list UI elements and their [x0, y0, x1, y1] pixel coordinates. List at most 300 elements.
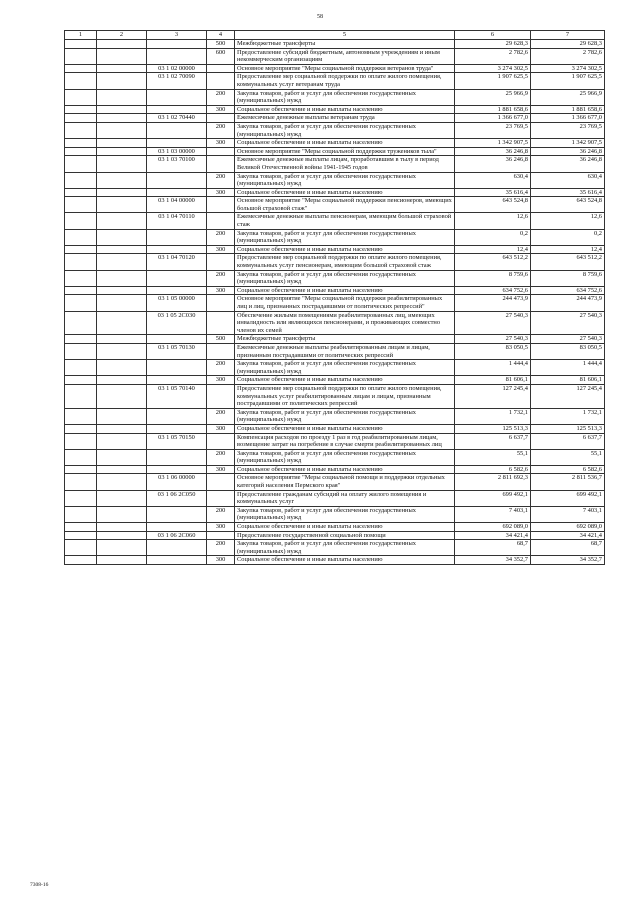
col2-cell — [97, 270, 147, 286]
target-code-cell — [147, 408, 207, 424]
col2-cell — [97, 73, 147, 89]
table-row — [65, 114, 605, 123]
amount-col7-cell: 6 637,7 — [531, 433, 605, 449]
col2-cell — [97, 343, 147, 359]
col1-cell — [65, 474, 97, 490]
col1-cell — [65, 245, 97, 254]
col2-cell — [97, 114, 147, 123]
name-cell: Компенсация расходов по проезду 1 раз в год реабилитированным лицам, возмещение затрат на погребение в случае смерти реабилитированных лиц — [235, 433, 455, 449]
target-code-cell: 03 1 05 2C030 — [147, 311, 207, 335]
expense-type-cell: 200 — [207, 172, 235, 188]
amount-col6-cell: 55,1 — [455, 449, 531, 465]
col1-cell — [65, 311, 97, 335]
col2-cell — [97, 172, 147, 188]
expense-type-cell — [207, 433, 235, 449]
header-cell: 7 — [531, 31, 605, 40]
table-row — [65, 254, 605, 270]
amount-col6-cell: 3 274 302,5 — [455, 64, 531, 73]
amount-col7-cell: 1 881 658,6 — [531, 105, 605, 114]
amount-col7-cell: 1 907 625,5 — [531, 73, 605, 89]
table-row — [65, 449, 605, 465]
col2-cell — [97, 360, 147, 376]
col1-cell — [65, 424, 97, 433]
table-row — [65, 408, 605, 424]
table-row — [65, 295, 605, 311]
expense-type-cell: 200 — [207, 506, 235, 522]
expense-type-cell: 300 — [207, 424, 235, 433]
target-code-cell: 03 1 06 2C050 — [147, 490, 207, 506]
table-row — [65, 270, 605, 286]
amount-col7-cell: 27 540,3 — [531, 311, 605, 335]
name-cell: Закупка товаров, работ и услуг для обеспечения государственных (муниципальных) нужд — [235, 270, 455, 286]
amount-col6-cell: 35 616,4 — [455, 188, 531, 197]
col1-cell — [65, 295, 97, 311]
table-row — [65, 523, 605, 532]
amount-col6-cell: 36 246,8 — [455, 156, 531, 172]
target-code-cell — [147, 270, 207, 286]
name-cell: Ежемесячные денежные выплаты ветеранам труда — [235, 114, 455, 123]
name-cell: Основное мероприятие "Меры социальной помощи и поддержки отдельных категорий населения Пермского края" — [235, 474, 455, 490]
col2-cell — [97, 213, 147, 229]
col2-cell — [97, 254, 147, 270]
table-row — [65, 73, 605, 89]
amount-col7-cell: 68,7 — [531, 540, 605, 556]
target-code-cell — [147, 523, 207, 532]
amount-col7-cell: 2 811 536,7 — [531, 474, 605, 490]
amount-col7-cell: 36 246,8 — [531, 147, 605, 156]
col2-cell — [97, 122, 147, 138]
col1-cell — [65, 506, 97, 522]
table-row — [65, 89, 605, 105]
name-cell: Основное мероприятие "Меры социальной поддержки пенсионеров, имеющих большой страховой стаж" — [235, 197, 455, 213]
target-code-cell — [147, 188, 207, 197]
target-code-cell: 03 1 06 00000 — [147, 474, 207, 490]
table-row — [65, 213, 605, 229]
col1-cell — [65, 384, 97, 408]
amount-col7-cell: 634 752,6 — [531, 286, 605, 295]
col2-cell — [97, 188, 147, 197]
name-cell: Закупка товаров, работ и услуг для обеспечения государственных (муниципальных) нужд — [235, 172, 455, 188]
amount-col7-cell: 55,1 — [531, 449, 605, 465]
expense-type-cell: 300 — [207, 286, 235, 295]
col1-cell — [65, 139, 97, 148]
amount-col7-cell: 1 732,1 — [531, 408, 605, 424]
table-row — [65, 531, 605, 540]
table-row — [65, 105, 605, 114]
expense-type-cell — [207, 474, 235, 490]
amount-col7-cell: 6 582,6 — [531, 465, 605, 474]
header-cell: 6 — [455, 31, 531, 40]
amount-col7-cell: 29 628,3 — [531, 40, 605, 49]
amount-col6-cell: 12,4 — [455, 245, 531, 254]
col1-cell — [65, 343, 97, 359]
name-cell: Закупка товаров, работ и услуг для обеспечения государственных (муниципальных) нужд — [235, 408, 455, 424]
col1-cell — [65, 64, 97, 73]
col2-cell — [97, 295, 147, 311]
amount-col7-cell: 81 606,1 — [531, 376, 605, 385]
col1-cell — [65, 523, 97, 532]
name-cell: Ежемесячные денежные выплаты пенсионерам, имеющим большой страховой стаж — [235, 213, 455, 229]
amount-col6-cell: 2 782,6 — [455, 48, 531, 64]
col2-cell — [97, 147, 147, 156]
amount-col6-cell: 68,7 — [455, 540, 531, 556]
table-row — [65, 556, 605, 565]
table-row — [65, 474, 605, 490]
header-cell: 5 — [235, 31, 455, 40]
amount-col6-cell: 125 513,3 — [455, 424, 531, 433]
name-cell: Социальное обеспечение и иные выплаты населению — [235, 376, 455, 385]
col1-cell — [65, 89, 97, 105]
col2-cell — [97, 89, 147, 105]
name-cell: Закупка товаров, работ и услуг для обеспечения государственных (муниципальных) нужд — [235, 540, 455, 556]
target-code-cell — [147, 335, 207, 344]
amount-col6-cell: 643 512,2 — [455, 254, 531, 270]
name-cell: Межбюджетные трансферты — [235, 335, 455, 344]
amount-col6-cell: 634 752,6 — [455, 286, 531, 295]
expense-type-cell: 200 — [207, 408, 235, 424]
name-cell: Предоставление мер социальной поддержки по оплате жилого помещения, коммунальных услуг пенсионерам, имеющим большой страховой стаж — [235, 254, 455, 270]
table-row — [65, 139, 605, 148]
expense-type-cell: 200 — [207, 229, 235, 245]
col2-cell — [97, 286, 147, 295]
name-cell: Социальное обеспечение и иные выплаты населению — [235, 139, 455, 148]
expense-type-cell — [207, 384, 235, 408]
amount-col6-cell: 630,4 — [455, 172, 531, 188]
name-cell: Предоставление мер социальной поддержки по оплате жилого помещения, коммунальных услуг ветеранам труда — [235, 73, 455, 89]
expense-type-cell — [207, 64, 235, 73]
name-cell: Обеспечение жилыми помещениями реабилитированных лиц, имеющих инвалидность или являющихся пенсионерами, и проживающих совместно членов их семей — [235, 311, 455, 335]
col2-cell — [97, 506, 147, 522]
table-row — [65, 172, 605, 188]
name-cell: Социальное обеспечение и иные выплаты населению — [235, 424, 455, 433]
expense-type-cell: 300 — [207, 245, 235, 254]
col1-cell — [65, 490, 97, 506]
table-row — [65, 122, 605, 138]
amount-col6-cell: 1 732,1 — [455, 408, 531, 424]
table-row — [65, 424, 605, 433]
amount-col7-cell: 3 274 302,5 — [531, 64, 605, 73]
name-cell: Социальное обеспечение и иные выплаты населению — [235, 105, 455, 114]
target-code-cell — [147, 506, 207, 522]
header-cell: 2 — [97, 31, 147, 40]
expense-type-cell — [207, 295, 235, 311]
expense-type-cell: 200 — [207, 122, 235, 138]
amount-col7-cell: 83 050,5 — [531, 343, 605, 359]
amount-col6-cell: 36 246,8 — [455, 147, 531, 156]
expense-type-cell — [207, 197, 235, 213]
table-row — [65, 40, 605, 49]
amount-col7-cell: 8 759,6 — [531, 270, 605, 286]
col1-cell — [65, 270, 97, 286]
table-row — [65, 48, 605, 64]
col2-cell — [97, 540, 147, 556]
col2-cell — [97, 245, 147, 254]
col2-cell — [97, 64, 147, 73]
amount-col7-cell: 25 966,9 — [531, 89, 605, 105]
name-cell: Социальное обеспечение и иные выплаты населению — [235, 188, 455, 197]
expense-type-cell — [207, 73, 235, 89]
col1-cell — [65, 449, 97, 465]
amount-col6-cell: 27 540,3 — [455, 335, 531, 344]
expense-type-cell: 500 — [207, 40, 235, 49]
target-code-cell — [147, 122, 207, 138]
col2-cell — [97, 384, 147, 408]
target-code-cell: 03 1 05 70140 — [147, 384, 207, 408]
col2-cell — [97, 311, 147, 335]
col1-cell — [65, 213, 97, 229]
expense-type-cell: 200 — [207, 540, 235, 556]
target-code-cell: 03 1 03 70100 — [147, 156, 207, 172]
amount-col6-cell: 643 524,8 — [455, 197, 531, 213]
name-cell: Социальное обеспечение и иные выплаты населению — [235, 556, 455, 565]
expense-type-cell: 600 — [207, 48, 235, 64]
col2-cell — [97, 490, 147, 506]
expense-type-cell — [207, 254, 235, 270]
col2-cell — [97, 424, 147, 433]
expense-type-cell: 300 — [207, 105, 235, 114]
name-cell: Основное мероприятие "Меры социальной поддержки реабилитированных лиц и лиц, признанных пострадавшими от политических репрессий" — [235, 295, 455, 311]
col1-cell — [65, 433, 97, 449]
expense-type-cell: 500 — [207, 335, 235, 344]
target-code-cell: 03 1 04 00000 — [147, 197, 207, 213]
col1-cell — [65, 105, 97, 114]
amount-col6-cell: 34 352,7 — [455, 556, 531, 565]
table-row — [65, 197, 605, 213]
amount-col7-cell: 692 089,0 — [531, 523, 605, 532]
expense-type-cell — [207, 156, 235, 172]
table-row — [65, 433, 605, 449]
amount-col6-cell: 2 811 692,3 — [455, 474, 531, 490]
expense-type-cell — [207, 490, 235, 506]
target-code-cell: 03 1 05 00000 — [147, 295, 207, 311]
amount-col6-cell: 12,6 — [455, 213, 531, 229]
amount-col7-cell: 34 352,7 — [531, 556, 605, 565]
amount-col6-cell: 6 582,6 — [455, 465, 531, 474]
page-number: 58 — [317, 14, 323, 20]
amount-col6-cell: 7 403,1 — [455, 506, 531, 522]
target-code-cell: 03 1 04 70110 — [147, 213, 207, 229]
target-code-cell: 03 1 02 00000 — [147, 64, 207, 73]
target-code-cell — [147, 105, 207, 114]
target-code-cell: 03 1 02 70440 — [147, 114, 207, 123]
header-cell: 3 — [147, 31, 207, 40]
expense-type-cell: 300 — [207, 139, 235, 148]
header-cell: 1 — [65, 31, 97, 40]
col1-cell — [65, 465, 97, 474]
amount-col6-cell: 0,2 — [455, 229, 531, 245]
amount-col7-cell: 23 769,5 — [531, 122, 605, 138]
table-row — [65, 286, 605, 295]
col1-cell — [65, 376, 97, 385]
table-row — [65, 156, 605, 172]
table-row — [65, 245, 605, 254]
amount-col6-cell: 83 050,5 — [455, 343, 531, 359]
amount-col7-cell: 125 513,3 — [531, 424, 605, 433]
amount-col7-cell: 12,6 — [531, 213, 605, 229]
amount-col6-cell: 244 473,9 — [455, 295, 531, 311]
table-row — [65, 64, 605, 73]
amount-col6-cell: 27 540,3 — [455, 311, 531, 335]
header-row — [65, 31, 605, 40]
amount-col7-cell: 699 492,1 — [531, 490, 605, 506]
target-code-cell — [147, 172, 207, 188]
name-cell: Закупка товаров, работ и услуг для обеспечения государственных (муниципальных) нужд — [235, 89, 455, 105]
amount-col7-cell: 7 403,1 — [531, 506, 605, 522]
target-code-cell — [147, 540, 207, 556]
col1-cell — [65, 229, 97, 245]
col2-cell — [97, 229, 147, 245]
col1-cell — [65, 73, 97, 89]
amount-col6-cell: 25 966,9 — [455, 89, 531, 105]
target-code-cell: 03 1 04 70120 — [147, 254, 207, 270]
table-row — [65, 311, 605, 335]
col2-cell — [97, 376, 147, 385]
amount-col6-cell: 1 342 907,5 — [455, 139, 531, 148]
col1-cell — [65, 408, 97, 424]
col2-cell — [97, 465, 147, 474]
target-code-cell — [147, 424, 207, 433]
footer-code: 7308-16 — [30, 882, 49, 888]
col1-cell — [65, 531, 97, 540]
amount-col7-cell: 1 342 907,5 — [531, 139, 605, 148]
target-code-cell — [147, 245, 207, 254]
col2-cell — [97, 105, 147, 114]
col2-cell — [97, 139, 147, 148]
table-body — [65, 40, 605, 565]
amount-col6-cell: 6 637,7 — [455, 433, 531, 449]
col2-cell — [97, 48, 147, 64]
name-cell: Закупка товаров, работ и услуг для обеспечения государственных (муниципальных) нужд — [235, 360, 455, 376]
target-code-cell — [147, 40, 207, 49]
name-cell: Межбюджетные трансферты — [235, 40, 455, 49]
target-code-cell — [147, 360, 207, 376]
col2-cell — [97, 556, 147, 565]
expense-type-cell: 200 — [207, 270, 235, 286]
amount-col6-cell: 1 907 625,5 — [455, 73, 531, 89]
name-cell: Социальное обеспечение и иные выплаты населению — [235, 245, 455, 254]
expense-type-cell: 200 — [207, 89, 235, 105]
col1-cell — [65, 40, 97, 49]
table-row — [65, 188, 605, 197]
name-cell: Закупка товаров, работ и услуг для обеспечения государственных (муниципальных) нужд — [235, 449, 455, 465]
col1-cell — [65, 540, 97, 556]
amount-col7-cell: 36 246,8 — [531, 156, 605, 172]
col1-cell — [65, 286, 97, 295]
col2-cell — [97, 433, 147, 449]
table-row — [65, 360, 605, 376]
expense-type-cell: 200 — [207, 360, 235, 376]
name-cell: Ежемесячные денежные выплаты лицам, проработавшим в тылу в период Великой Отечественной войны 1941-1945 годов — [235, 156, 455, 172]
col1-cell — [65, 556, 97, 565]
col1-cell — [65, 48, 97, 64]
amount-col6-cell: 23 769,5 — [455, 122, 531, 138]
amount-col7-cell: 643 524,8 — [531, 197, 605, 213]
amount-col7-cell: 12,4 — [531, 245, 605, 254]
target-code-cell: 03 1 05 70130 — [147, 343, 207, 359]
col2-cell — [97, 449, 147, 465]
amount-col7-cell: 643 512,2 — [531, 254, 605, 270]
name-cell: Социальное обеспечение и иные выплаты населению — [235, 523, 455, 532]
expense-type-cell: 300 — [207, 523, 235, 532]
target-code-cell — [147, 48, 207, 64]
target-code-cell — [147, 465, 207, 474]
table-row — [65, 490, 605, 506]
expense-type-cell: 300 — [207, 188, 235, 197]
amount-col6-cell: 81 606,1 — [455, 376, 531, 385]
expense-type-cell — [207, 147, 235, 156]
table-row — [65, 506, 605, 522]
expense-type-cell: 300 — [207, 465, 235, 474]
target-code-cell: 03 1 03 00000 — [147, 147, 207, 156]
col2-cell — [97, 40, 147, 49]
expense-type-cell: 300 — [207, 556, 235, 565]
target-code-cell — [147, 556, 207, 565]
amount-col6-cell: 34 421,4 — [455, 531, 531, 540]
expense-type-cell — [207, 213, 235, 229]
amount-col7-cell: 35 616,4 — [531, 188, 605, 197]
amount-col6-cell: 1 444,4 — [455, 360, 531, 376]
amount-col6-cell: 1 366 677,0 — [455, 114, 531, 123]
col1-cell — [65, 254, 97, 270]
col2-cell — [97, 531, 147, 540]
col2-cell — [97, 523, 147, 532]
amount-col7-cell: 34 421,4 — [531, 531, 605, 540]
expense-type-cell — [207, 114, 235, 123]
amount-col7-cell: 27 540,3 — [531, 335, 605, 344]
table-row — [65, 147, 605, 156]
col2-cell — [97, 474, 147, 490]
amount-col6-cell: 8 759,6 — [455, 270, 531, 286]
target-code-cell — [147, 139, 207, 148]
amount-col7-cell: 630,4 — [531, 172, 605, 188]
col1-cell — [65, 114, 97, 123]
col1-cell — [65, 147, 97, 156]
expense-type-cell — [207, 343, 235, 359]
col1-cell — [65, 172, 97, 188]
target-code-cell: 03 1 02 70090 — [147, 73, 207, 89]
expense-type-cell — [207, 311, 235, 335]
col2-cell — [97, 156, 147, 172]
table-row — [65, 376, 605, 385]
target-code-cell: 03 1 05 70150 — [147, 433, 207, 449]
amount-col7-cell: 127 245,4 — [531, 384, 605, 408]
amount-col6-cell: 29 628,3 — [455, 40, 531, 49]
amount-col6-cell: 692 089,0 — [455, 523, 531, 532]
amount-col7-cell: 1 444,4 — [531, 360, 605, 376]
name-cell: Социальное обеспечение и иные выплаты населению — [235, 286, 455, 295]
name-cell: Ежемесячные денежные выплаты реабилитированным лицам и лицам, признанным пострадавшими от политических репрессий — [235, 343, 455, 359]
expense-type-cell: 300 — [207, 376, 235, 385]
name-cell: Предоставление мер социальной поддержки по оплате жилого помещения, коммунальных услуг реабилитированным лицам и лицам, признанным пострадавшими от политических репрессий — [235, 384, 455, 408]
name-cell: Предоставление субсидий бюджетным, автономным учреждениям и иным некоммерческим организациям — [235, 48, 455, 64]
name-cell: Социальное обеспечение и иные выплаты населению — [235, 465, 455, 474]
col1-cell — [65, 335, 97, 344]
col2-cell — [97, 408, 147, 424]
target-code-cell — [147, 376, 207, 385]
col1-cell — [65, 360, 97, 376]
target-code-cell: 03 1 06 2C060 — [147, 531, 207, 540]
name-cell: Основное мероприятие "Меры социальной поддержки тружеников тыла" — [235, 147, 455, 156]
name-cell: Закупка товаров, работ и услуг для обеспечения государственных (муниципальных) нужд — [235, 506, 455, 522]
target-code-cell — [147, 286, 207, 295]
table-row — [65, 229, 605, 245]
target-code-cell — [147, 229, 207, 245]
name-cell: Предоставление государственной социальной помощи — [235, 531, 455, 540]
target-code-cell — [147, 89, 207, 105]
amount-col6-cell: 699 492,1 — [455, 490, 531, 506]
budget-table — [64, 30, 605, 565]
table-row — [65, 465, 605, 474]
